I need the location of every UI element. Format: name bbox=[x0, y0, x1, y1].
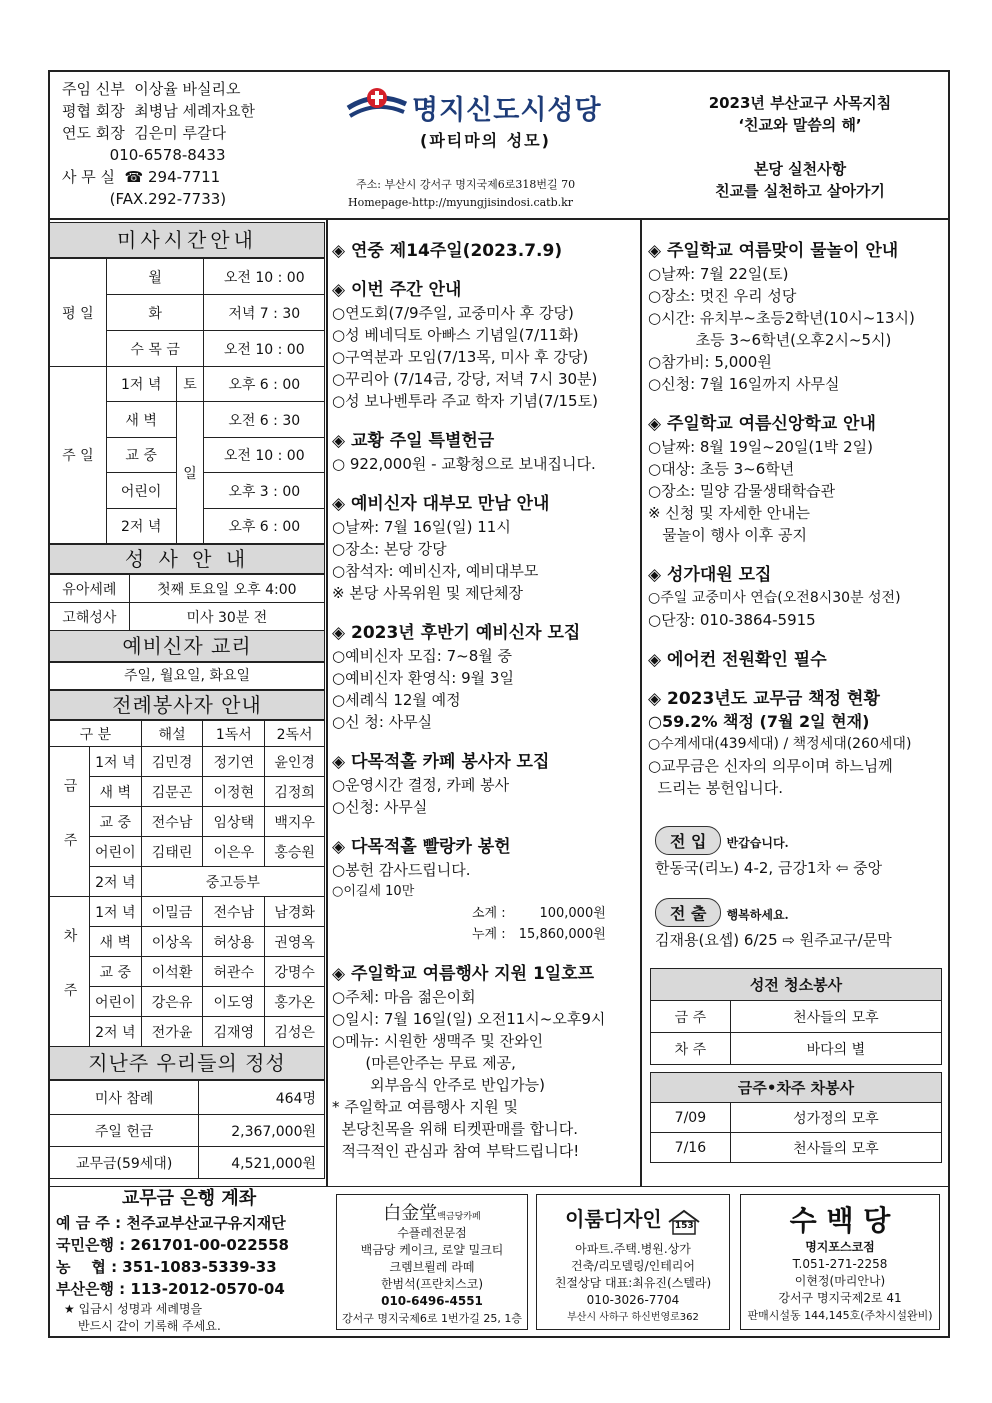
notice-line: ※ 본당 사목위원 및 제단체장 bbox=[332, 584, 524, 602]
notice-line: 물놀이 행사 이후 공지 bbox=[648, 526, 808, 544]
subtotal-value: 100,000원 bbox=[539, 906, 606, 921]
ad-line: 친절상담 대표:최유진(스텔라) bbox=[554, 1275, 712, 1290]
saturday-label: 토 bbox=[176, 367, 204, 402]
house-icon bbox=[667, 1209, 701, 1235]
ad-irum-design bbox=[536, 1194, 730, 1330]
transfer-in-greeting: 반갑습니다. bbox=[726, 836, 789, 850]
sunday-day-label: 일 bbox=[176, 402, 204, 544]
patron-name: (파티마의 성모) bbox=[420, 131, 551, 150]
cleaning-title: 성전 청소봉사 bbox=[651, 969, 942, 1001]
notice-title: ◈ 주일학교 여름행사 지원 1일호프 bbox=[332, 964, 595, 984]
liturgy-mass: 새 벽 bbox=[89, 927, 141, 957]
transfer-out-badge: 전 출 bbox=[655, 898, 721, 927]
sunday-mass-name: 어린이 bbox=[106, 473, 176, 509]
liturgy-person: 전수남 bbox=[203, 897, 265, 927]
notice-line: ○운영시간 결정, 카페 봉사 bbox=[332, 776, 510, 794]
sunday-label: 주 일 bbox=[50, 367, 107, 544]
tea-group: 성가정의 모후 bbox=[730, 1103, 941, 1133]
notice-line: (마른안주는 무료 제공, bbox=[332, 1054, 516, 1072]
ad-subtitle: 백금당카페 bbox=[437, 1212, 481, 1222]
notice-line: ○신청: 7월 16일까지 사무실 bbox=[648, 375, 840, 393]
liturgy-person: 이은우 bbox=[203, 837, 265, 867]
liturgy-header: 2독서 bbox=[265, 721, 325, 747]
next-week-label: 차 주 bbox=[50, 897, 90, 1047]
staff-line: 평협 회장 최병남 세례자요한 bbox=[62, 102, 255, 120]
total-value: 15,860,000원 bbox=[518, 927, 606, 942]
notice-title: ◈ 예비신자 대부모 만남 안내 bbox=[332, 494, 550, 514]
ad-line: 명지포스코점 bbox=[805, 1240, 875, 1254]
liturgy-person: 홍승원 bbox=[265, 837, 325, 867]
notice-line: 본당친목을 위해 티켓판매를 합니다. bbox=[332, 1120, 578, 1138]
notices-middle bbox=[332, 236, 636, 1162]
notice-line: ○시간: 유치부~초등2학년(10시~13시) bbox=[648, 309, 915, 327]
bank-title: 교무금 은행 계좌 bbox=[121, 1188, 257, 1209]
column-divider-right bbox=[640, 218, 642, 1186]
liturgy-person: 김성은 bbox=[265, 1017, 325, 1047]
liturgy-table bbox=[49, 720, 325, 1047]
notice-line: ○일시: 7월 16일(일) 오전11시~오후9시 bbox=[332, 1010, 606, 1028]
liturgy-mass: 교 중 bbox=[89, 957, 141, 987]
notice-line: ○참가비: 5,000원 bbox=[648, 353, 772, 371]
liturgy-person: 전수남 bbox=[141, 807, 203, 837]
notice-title: ◈ 이번 주간 안내 bbox=[332, 280, 462, 300]
tea-table bbox=[650, 1072, 942, 1163]
sacrament-name: 유아세례 bbox=[50, 575, 130, 603]
liturgy-person: 김재영 bbox=[203, 1017, 265, 1047]
notice-line: ○장소: 밀양 감물생태학습관 bbox=[648, 482, 836, 500]
notice-title: ◈ 2023년도 교무금 책정 현황 bbox=[648, 689, 880, 709]
notice-line: ○성 보나벤투라 주교 학자 기념(7/15토) bbox=[332, 392, 598, 410]
liturgy-person: 이석환 bbox=[141, 957, 203, 987]
tea-group: 천사들의 모후 bbox=[730, 1133, 941, 1163]
weekday-time: 오전 10 : 00 bbox=[204, 259, 325, 295]
offering-value: 4,521,000원 bbox=[199, 1147, 325, 1179]
liturgy-mass: 2저 녁 bbox=[89, 1017, 141, 1047]
weekday-day: 수 목 금 bbox=[106, 331, 204, 367]
ad-line: 부산시 사하구 하신번영로362 bbox=[567, 1311, 699, 1323]
notice-line: ○날짜: 7월 16일(일) 11시 bbox=[332, 518, 511, 536]
weekday-label: 평 일 bbox=[50, 259, 107, 367]
cleaning-table bbox=[650, 968, 942, 1065]
sacrament-time: 첫째 토요일 오후 4:00 bbox=[129, 575, 324, 603]
pastoral-guideline bbox=[655, 92, 945, 202]
bank-note: 반드시 같이 기록해 주세요. bbox=[78, 1319, 221, 1333]
liturgy-person: 중고등부 bbox=[141, 867, 324, 897]
liturgy-person: 이상옥 bbox=[141, 927, 203, 957]
bank-row: 국민은행 : 261701-00-022558 bbox=[56, 1236, 289, 1254]
notice-line: ○주체: 마음 젊은이회 bbox=[332, 988, 476, 1006]
guideline-spacer bbox=[655, 136, 945, 158]
ad-phone: 010-6496-4551 bbox=[381, 1294, 483, 1308]
ad-title: 이룸디자인 bbox=[565, 1207, 662, 1231]
notice-title: ◈ 주일학교 여름맞이 물놀이 안내 bbox=[648, 241, 899, 261]
notice-line: * 주일학교 여름행사 지원 및 bbox=[332, 1098, 518, 1116]
liturgy-person: 홍가온 bbox=[265, 987, 325, 1017]
notice-line: ○구역분과 모임(7/13목, 미사 후 강당) bbox=[332, 348, 589, 366]
bank-row: 부산은행 : 113-2012-0570-04 bbox=[56, 1280, 285, 1298]
offering-label: 주일 헌금 bbox=[50, 1115, 199, 1147]
tea-date: 7/09 bbox=[651, 1103, 731, 1133]
ad-line: 한범석(프란치스코) bbox=[380, 1277, 484, 1291]
total-label: 누계 : bbox=[472, 927, 506, 942]
notice-line: ○장소: 본당 강당 bbox=[332, 540, 447, 558]
liturgy-person: 권영옥 bbox=[265, 927, 325, 957]
liturgy-title: 전례봉사자 안내 bbox=[49, 690, 325, 720]
transfer-out-greeting: 행복하세요. bbox=[726, 908, 789, 922]
notice-line: ○신청: 사무실 bbox=[332, 798, 428, 816]
notice-title: ◈ 주일학교 여름신앙학교 안내 bbox=[648, 414, 876, 434]
notice-title: ◈ 연중 제14주일(2023.7.9) bbox=[332, 241, 563, 261]
this-week-label: 금 주 bbox=[50, 747, 90, 897]
notice-line: 외부음식 안주로 반입가능) bbox=[332, 1076, 545, 1094]
staff-line: (FAX.292-7733) bbox=[62, 190, 227, 208]
guideline-line: 친교를 실천하고 살아가기 bbox=[715, 182, 885, 200]
notice-line: ○날짜: 8월 19일~20일(1박 2일) bbox=[648, 438, 873, 456]
liturgy-mass: 어린이 bbox=[89, 987, 141, 1017]
notice-line: ○ 922,000원 - 교황청으로 보내집니다. bbox=[332, 455, 596, 473]
sunday-mass-name: 새 벽 bbox=[106, 402, 176, 438]
guideline-line: 본당 실천사항 bbox=[753, 160, 847, 178]
staff-line: 연도 회장 김은미 루갈다 bbox=[62, 124, 226, 142]
sacrament-title: 성 사 안 내 bbox=[49, 544, 325, 574]
bank-note: ★ 입금시 성명과 세례명을 bbox=[64, 1302, 203, 1316]
ad-line: 수플레전문점 bbox=[397, 1226, 467, 1240]
liturgy-header: 구 분 bbox=[50, 721, 142, 747]
liturgy-header: 1독서 bbox=[203, 721, 265, 747]
staff-line: 010-6578-8433 bbox=[62, 146, 226, 164]
notice-line: ○예비신자 모집: 7~8월 중 bbox=[332, 647, 513, 665]
parish-logo-icon bbox=[346, 86, 408, 122]
notice-title: ◈ 다목적홀 카페 봉사자 모집 bbox=[332, 752, 550, 772]
liturgy-mass: 1저 녁 bbox=[89, 747, 141, 777]
liturgy-person: 이밀금 bbox=[141, 897, 203, 927]
ad-badge: 153 bbox=[674, 1220, 694, 1231]
offering-label: 교무금(59세대) bbox=[50, 1147, 199, 1179]
notice-line: 적극적인 관심과 참여 부탁드립니다! bbox=[332, 1142, 580, 1160]
ad-line: 건축/리모델링/인테리어 bbox=[570, 1258, 695, 1273]
ad-line: 크렘브륄레 라떼 bbox=[389, 1260, 475, 1274]
transfer-in-badge: 전 입 bbox=[655, 826, 721, 855]
parish-header bbox=[340, 82, 650, 212]
sunday-mass-name: 교 중 bbox=[106, 438, 176, 473]
notice-title: ◈ 2023년 후반기 예비신자 모집 bbox=[332, 623, 581, 643]
notice-line: ○주일 교중미사 연습(오전8시30분 성전) bbox=[648, 590, 901, 606]
bank-accounts bbox=[56, 1184, 322, 1334]
sacrament-time: 미사 30분 전 bbox=[129, 603, 324, 631]
sunday-mass-time: 오후 6 : 00 bbox=[204, 509, 325, 544]
notice-line: ○메뉴: 시원한 생맥주 및 잔와인 bbox=[332, 1032, 544, 1050]
liturgy-person: 강은유 bbox=[141, 987, 203, 1017]
notice-line: ○참석자: 예비신자, 예비대부모 bbox=[332, 562, 539, 580]
staff-line: 주임 신부 이상율 바실리오 bbox=[62, 80, 241, 98]
liturgy-person: 강명수 bbox=[265, 957, 325, 987]
ad-line: 판매시설동 144,145호(주차시설완비) bbox=[747, 1309, 933, 1322]
notice-line: ○단장: 010-3864-5915 bbox=[648, 611, 816, 629]
parish-name: 명지신도시성당 bbox=[412, 95, 602, 126]
weekday-day: 월 bbox=[106, 259, 204, 295]
notice-line: ○59.2% 책정 (7월 2일 현재) bbox=[648, 712, 870, 731]
notice-line: ○교무금은 신자의 의무이며 하느님께 bbox=[648, 757, 893, 775]
sunday-mass-time: 오전 6 : 30 bbox=[204, 402, 325, 438]
sunday-mass-time: 오전 10 : 00 bbox=[204, 438, 325, 473]
catechumen-title: 예비신자 교리 bbox=[49, 630, 325, 662]
cleaning-week: 차 주 bbox=[651, 1033, 731, 1065]
notice-title: ◈ 에어컨 전원확인 필수 bbox=[648, 650, 827, 670]
liturgy-person: 김문곤 bbox=[141, 777, 203, 807]
parish-homepage[interactable]: Homepage-http://myungjisindosi.catb.kr bbox=[348, 196, 574, 209]
bank-row: 농 협 : 351-1083-5339-33 bbox=[56, 1258, 277, 1276]
notice-title: ◈ 다목적홀 빨랑카 봉헌 bbox=[332, 837, 511, 857]
ad-line: 강서구 명지국제6로 1번가길 25, 1층 bbox=[342, 1312, 522, 1325]
tea-title: 금주•차주 차봉사 bbox=[651, 1073, 942, 1103]
liturgy-mass: 2저 녁 bbox=[89, 867, 141, 897]
notice-line: ○수계세대(439세대) / 책정세대(260세대) bbox=[648, 736, 912, 752]
ad-line: 백금당 케이크, 로얄 밀크티 bbox=[360, 1243, 504, 1257]
transfer-out-text: 김재용(요셉) 6/25 ⇨ 원주교구/문막 bbox=[655, 931, 892, 949]
transfer-in bbox=[655, 826, 945, 878]
cleaning-week: 금 주 bbox=[651, 1001, 731, 1033]
offering-label: 미사 참례 bbox=[50, 1081, 199, 1115]
notice-line: 초등 3~6학년(오후2시~5시) bbox=[648, 331, 892, 349]
ad-title: 수 백 당 bbox=[789, 1204, 891, 1237]
offering-table bbox=[49, 1080, 325, 1179]
ad-line: 이현정(마리안나) bbox=[794, 1274, 886, 1288]
ad-subaekdang bbox=[740, 1194, 940, 1330]
weekday-day: 화 bbox=[106, 295, 204, 331]
notice-line: ○연도회(7/9주일, 교중미사 후 강당) bbox=[332, 304, 574, 322]
liturgy-person: 김민경 bbox=[141, 747, 203, 777]
ad-phone: T.051-271-2258 bbox=[792, 1257, 888, 1271]
catechumen-days: 주일, 월요일, 화요일 bbox=[49, 662, 325, 690]
sunday-mass-name: 1저 녁 bbox=[106, 367, 176, 402]
sunday-mass-time: 오후 3 : 00 bbox=[204, 473, 325, 509]
sunday-mass-time: 오후 6 : 00 bbox=[204, 367, 325, 402]
liturgy-mass: 새 벽 bbox=[89, 777, 141, 807]
header-staff bbox=[62, 78, 255, 210]
liturgy-person: 백지우 bbox=[265, 807, 325, 837]
offering-title: 지난주 우리들의 정성 bbox=[49, 1046, 325, 1080]
column-divider-left bbox=[326, 218, 328, 1186]
notice-line: ○신 청: 사무실 bbox=[332, 713, 433, 731]
transfer-in-text: 한동국(리노) 4-2, 금강1차 ⇦ 중앙 bbox=[655, 859, 883, 877]
guideline-line: 2023년 부산교구 사목지침 bbox=[708, 94, 892, 112]
liturgy-person: 허관수 bbox=[203, 957, 265, 987]
notice-line: 드리는 봉헌입니다. bbox=[648, 779, 783, 797]
sacrament-table bbox=[49, 574, 325, 631]
ad-title: 白金堂 bbox=[383, 1203, 438, 1224]
liturgy-person: 남경화 bbox=[265, 897, 325, 927]
liturgy-person: 김정희 bbox=[265, 777, 325, 807]
weekday-time: 저녁 7 : 30 bbox=[204, 295, 325, 331]
notice-line: ○세례식 12월 예정 bbox=[332, 691, 461, 709]
weekday-time: 오전 10 : 00 bbox=[204, 331, 325, 367]
transfer-out bbox=[655, 898, 945, 950]
notice-title: ◈ 교황 주일 특별헌금 bbox=[332, 431, 495, 451]
parish-address: 주소: 부산시 강서구 명지국제6로318번길 70 bbox=[356, 178, 576, 191]
liturgy-person: 이정현 bbox=[203, 777, 265, 807]
ad-line: 강서구 명지국제2로 41 bbox=[778, 1291, 902, 1305]
sacrament-name: 고해성사 bbox=[50, 603, 130, 631]
notice-line: ○이길세 10만 bbox=[332, 884, 415, 899]
mass-schedule-title: 미사시간안내 bbox=[49, 222, 325, 258]
liturgy-person: 정기연 bbox=[203, 747, 265, 777]
offering-value: 464명 bbox=[199, 1081, 325, 1115]
notice-line: ※ 신청 및 자세한 안내는 bbox=[648, 504, 811, 522]
notice-line: ○장소: 멋진 우리 성당 bbox=[648, 287, 797, 305]
tea-date: 7/16 bbox=[651, 1133, 731, 1163]
liturgy-person: 이도영 bbox=[203, 987, 265, 1017]
liturgy-person: 전가윤 bbox=[141, 1017, 203, 1047]
notice-line: ○대상: 초등 3~6학년 bbox=[648, 460, 795, 478]
header-divider bbox=[48, 218, 950, 220]
palanca-totals bbox=[332, 903, 636, 945]
liturgy-mass: 교 중 bbox=[89, 807, 141, 837]
liturgy-mass: 어린이 bbox=[89, 837, 141, 867]
cleaning-group: 바다의 별 bbox=[730, 1033, 941, 1065]
notices-right bbox=[648, 236, 946, 799]
liturgy-person: 김태린 bbox=[141, 837, 203, 867]
ad-phone: 010-3026-7704 bbox=[586, 1292, 680, 1307]
liturgy-person: 허상용 bbox=[203, 927, 265, 957]
liturgy-person: 임상택 bbox=[203, 807, 265, 837]
notice-line: ○예비신자 환영식: 9월 3일 bbox=[332, 669, 514, 687]
liturgy-mass: 1저 녁 bbox=[89, 897, 141, 927]
liturgy-person: 윤인경 bbox=[265, 747, 325, 777]
notice-title: ◈ 성가대원 모집 bbox=[648, 565, 772, 585]
ad-line: 아파트.주택.병원.상가 bbox=[575, 1241, 691, 1256]
notice-line: ○꾸리아 (7/14금, 강당, 저녁 7시 30분) bbox=[332, 370, 598, 388]
notice-line: ○봉헌 감사드립니다. bbox=[332, 861, 471, 879]
staff-line: 사 무 실 ☎ 294-7711 bbox=[62, 168, 221, 186]
sunday-mass-name: 2저 녁 bbox=[106, 509, 176, 544]
ad-baekgeumdang bbox=[336, 1194, 528, 1330]
offering-value: 2,367,000원 bbox=[199, 1115, 325, 1147]
notice-line: ○날짜: 7월 22일(토) bbox=[648, 265, 789, 283]
bank-row: 예 금 주 : 천주교부산교구유지재단 bbox=[56, 1214, 286, 1232]
subtotal-label: 소계 : bbox=[472, 906, 506, 921]
liturgy-header: 해설 bbox=[141, 721, 203, 747]
guideline-line: ‘친교와 말씀의 해’ bbox=[738, 116, 862, 134]
notice-line: ○성 베네딕토 아빠스 기념일(7/11화) bbox=[332, 326, 579, 344]
cleaning-group: 천사들의 모후 bbox=[730, 1001, 941, 1033]
mass-schedule-table bbox=[49, 258, 325, 544]
